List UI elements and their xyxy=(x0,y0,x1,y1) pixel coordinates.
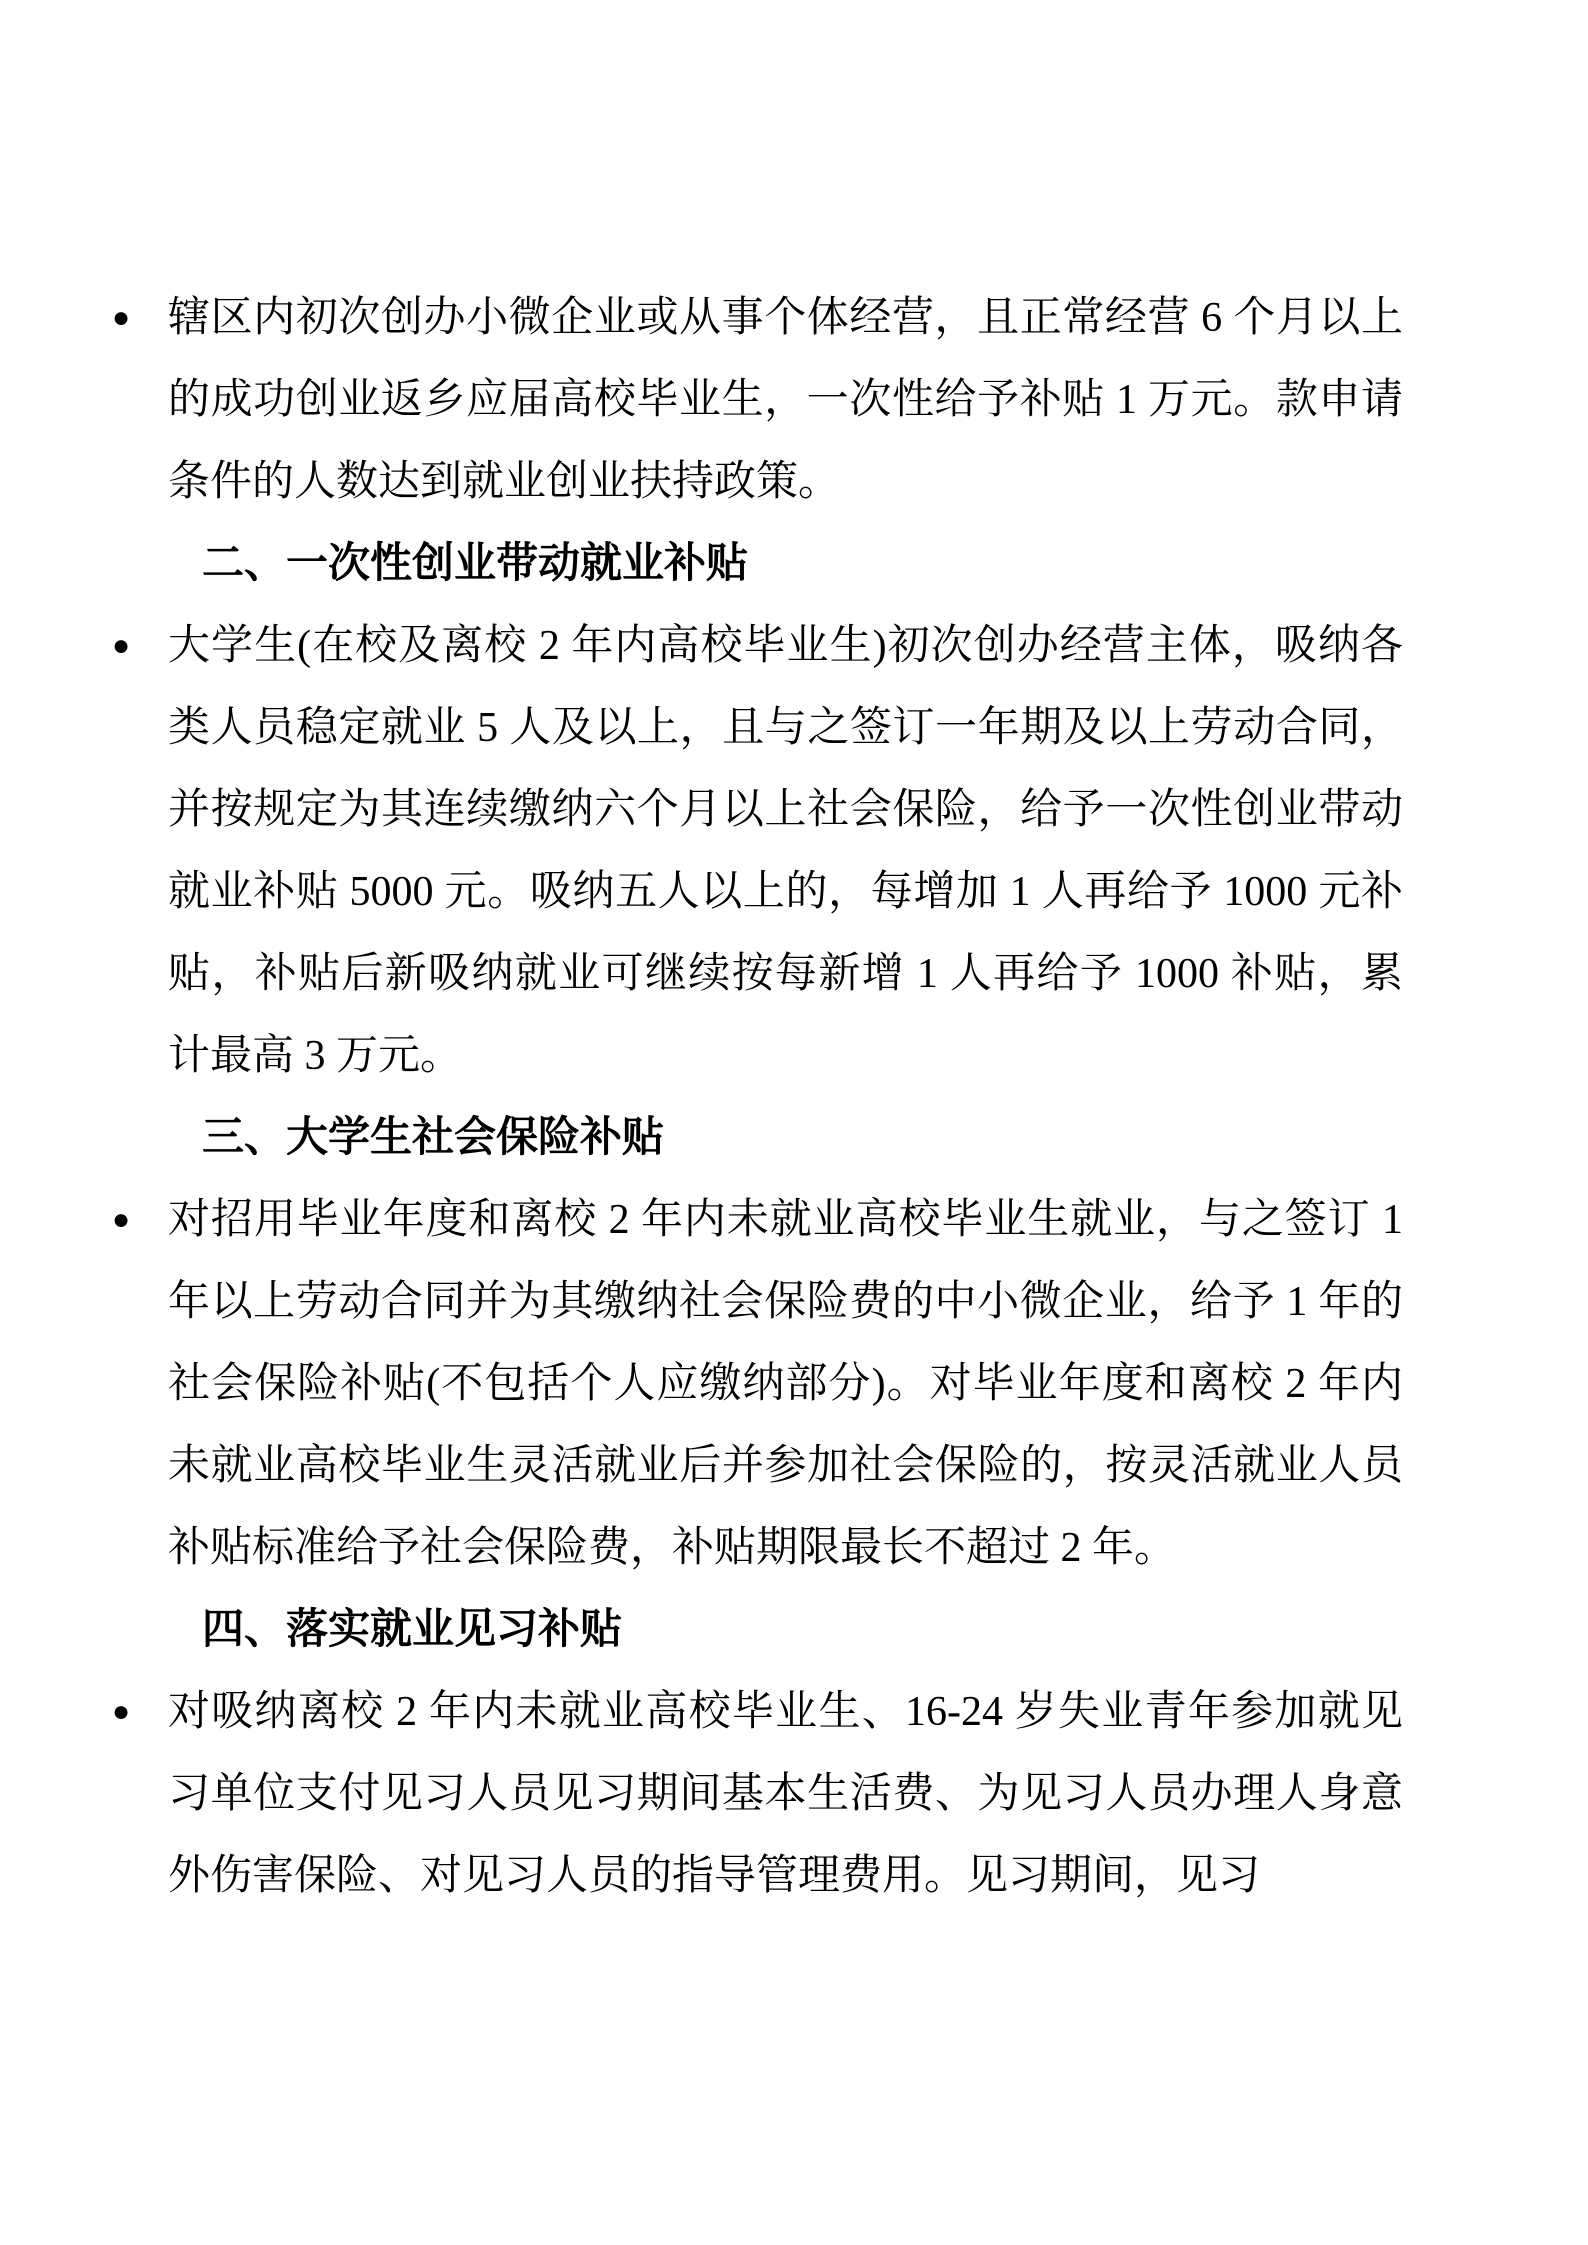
bullet-icon: ● xyxy=(112,301,131,334)
section-heading: 四、落实就业见习补贴 xyxy=(202,1607,623,1653)
bullet-icon: ● xyxy=(112,1695,131,1728)
paragraph-text: 大学生(在校及离校 2 年内高校毕业生)初次创办经营主体，吸纳各类人员稳定就业 5 人及以上，且与之签订一年期及以上劳动合同，并按规定为其连续缴纳六个月以上社会保险，给予一次性创业带动就业补贴 5000 元。吸纳五人以上的，每增加 1 人再给予 1000 元补贴，补贴后新吸纳就业可继续按每新增 1 人再给予 1000 补贴，累计最高 3 万元。 xyxy=(168,623,1403,1079)
paragraph-text: 对招用毕业年度和离校 2 年内未就业高校毕业生就业，与之签订 1 年以上劳动合同并为其缴纳社会保险费的中小微企业，给予 1 年的社会保险补贴(不包括个人应缴纳部分)。对毕业年度和离校 2 年内未就业高校毕业生灵活就业后并参加社会保险的，按灵活就业人员补贴标准给予社会保险费，补贴期限最长不超过 2 年。 xyxy=(168,1197,1403,1571)
bullet-icon: ● xyxy=(112,629,131,662)
document-content xyxy=(112,277,1403,1917)
paragraph-text: 对吸纳离校 2 年内未就业高校毕业生、16-24 岁失业青年参加就见习单位支付见习人员见习期间基本生活费、为见习人员办理人身意外伤害保险、对见习人员的指导管理费用。见习期间，见习 xyxy=(168,1689,1403,1899)
bullet-paragraph xyxy=(112,605,1403,1097)
paragraph-text: 辖区内初次创办小微企业或从事个体经营，且正常经营 6 个月以上的成功创业返乡应届高校毕业生，一次性给予补贴 1 万元。款申请条件的人数达到就业创业扶持政策。 xyxy=(168,295,1403,505)
bullet-paragraph xyxy=(112,1179,1403,1589)
section-heading: 三、大学生社会保险补贴 xyxy=(202,1115,665,1161)
bullet-paragraph xyxy=(112,277,1403,523)
section-heading: 二、一次性创业带动就业补贴 xyxy=(202,541,749,587)
bullet-paragraph xyxy=(112,1671,1403,1917)
bullet-icon: ● xyxy=(112,1203,131,1236)
